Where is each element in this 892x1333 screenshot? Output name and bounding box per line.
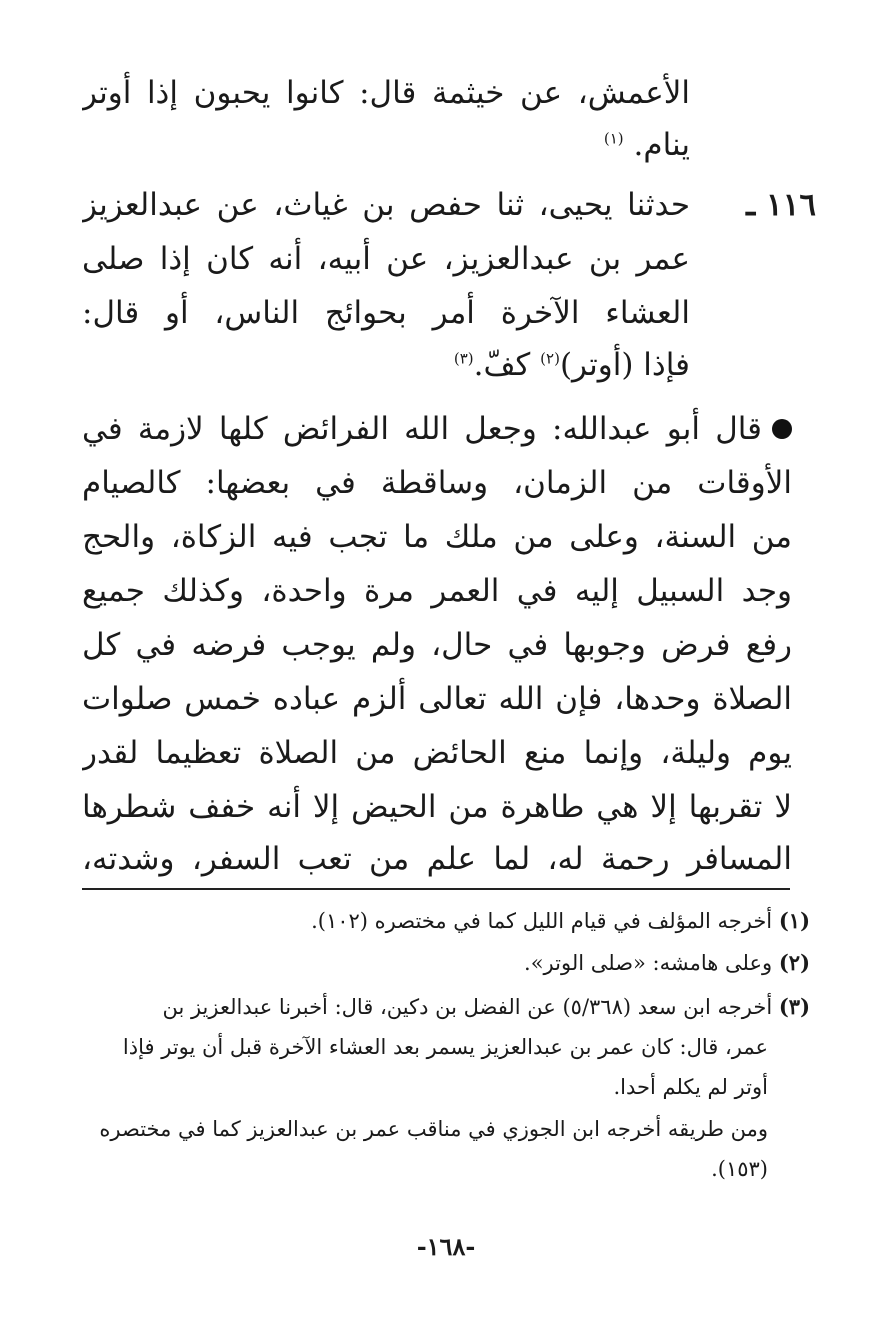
footnote-3-line-1 xyxy=(162,990,810,1024)
bullet-icon xyxy=(772,419,792,439)
main-line-2 xyxy=(604,122,690,168)
hadith-line-4 xyxy=(454,342,690,388)
paragraph-line-1 xyxy=(82,406,792,452)
footnote-1-text: أخرجه المؤلف في قيام الليل كما في مختصره (١٠٢). xyxy=(311,909,773,933)
footnote-2 xyxy=(524,946,810,980)
hadith-number-label: ١١٦ ـ xyxy=(746,187,816,223)
footnote-ref-2[interactable]: (٢) xyxy=(540,349,560,368)
main-line-2-text: ينام. xyxy=(633,127,690,163)
paragraph-line-9: المسافر رحمة له، لما علم من تعب السفر، وشدته، xyxy=(82,841,792,877)
footnote-1 xyxy=(311,904,810,938)
footnote-3-line-2: عمر، قال: كان عمر بن عبدالعزيز يسمر بعد العشاء الآخرة قبل أن يوتر فإذا xyxy=(122,1035,768,1059)
footnote-3-line-4: ومن طريقه أخرجه ابن الجوزي في مناقب عمر بن عبدالعزيز كما في مختصره xyxy=(99,1117,768,1141)
paragraph-line-6: الصلاة وحدها، فإن الله تعالى ألزم عباده خمس صلوات xyxy=(82,681,792,717)
paragraph-line-2: الأوقات من الزمان، وساقطة في بعضها: كالصيام xyxy=(82,465,792,501)
paragraph-line-5: رفع فرض وجوبها في حال، ولم يوجب فرضه في كل xyxy=(82,627,792,663)
main-line-1: الأعمش، عن خيثمة قال: كانوا يحبون إذا أوتر xyxy=(82,75,690,111)
paragraph-line-8: لا تقربها إلا هي طاهرة من الحيض إلا أنه خفف شطرها xyxy=(82,789,792,825)
hadith-line-4-a: فإذا (أوتر) xyxy=(559,347,690,383)
paragraph-line-3: من السنة، وعلى من ملك ما تجب فيه الزكاة، والحج xyxy=(82,519,792,555)
hadith-line-1: حدثنا يحيى، ثنا حفص بن غياث، عن عبدالعزيز xyxy=(82,187,690,223)
hadith-line-4-b: كفّ. xyxy=(473,347,531,383)
footnote-3-number: (٣) xyxy=(778,994,810,1019)
footnote-2-text: وعلى هامشه: «صلى الوتر». xyxy=(524,951,773,975)
footnote-1-number: (١) xyxy=(778,908,810,933)
footnote-divider xyxy=(82,888,790,890)
hadith-line-3: العشاء الآخرة أمر بحوائج الناس، أو قال: xyxy=(82,295,690,331)
footnote-ref-1[interactable]: (١) xyxy=(603,129,624,148)
hadith-line-2: عمر بن عبدالعزيز، عن أبيه، أنه كان إذا صلى xyxy=(82,241,690,277)
paragraph-line-1-text: قال أبو عبدالله: وجعل الله الفرائض كلها لازمة في xyxy=(82,411,762,447)
paragraph-line-4: وجد السبيل إليه في العمر مرة واحدة، وكذلك جميع xyxy=(82,573,792,609)
footnote-3-line-5: (١٥٣). xyxy=(711,1157,768,1181)
footnote-ref-3[interactable]: (٣) xyxy=(453,349,474,368)
paragraph-line-7: يوم وليلة، وإنما منع الحائض من الصلاة تعظيما لقدر xyxy=(82,735,792,771)
footnote-3-line-3: أوتر لم يكلم أحدا. xyxy=(613,1075,768,1099)
footnote-2-number: (٢) xyxy=(778,950,810,975)
footnote-3-text-1: أخرجه ابن سعد (٥/٣٦٨) عن الفضل بن دكين، قال: أخبرنا عبدالعزيز بن xyxy=(162,995,773,1019)
page-number: -١٦٨- xyxy=(416,1232,476,1261)
hadith-number xyxy=(746,182,816,228)
